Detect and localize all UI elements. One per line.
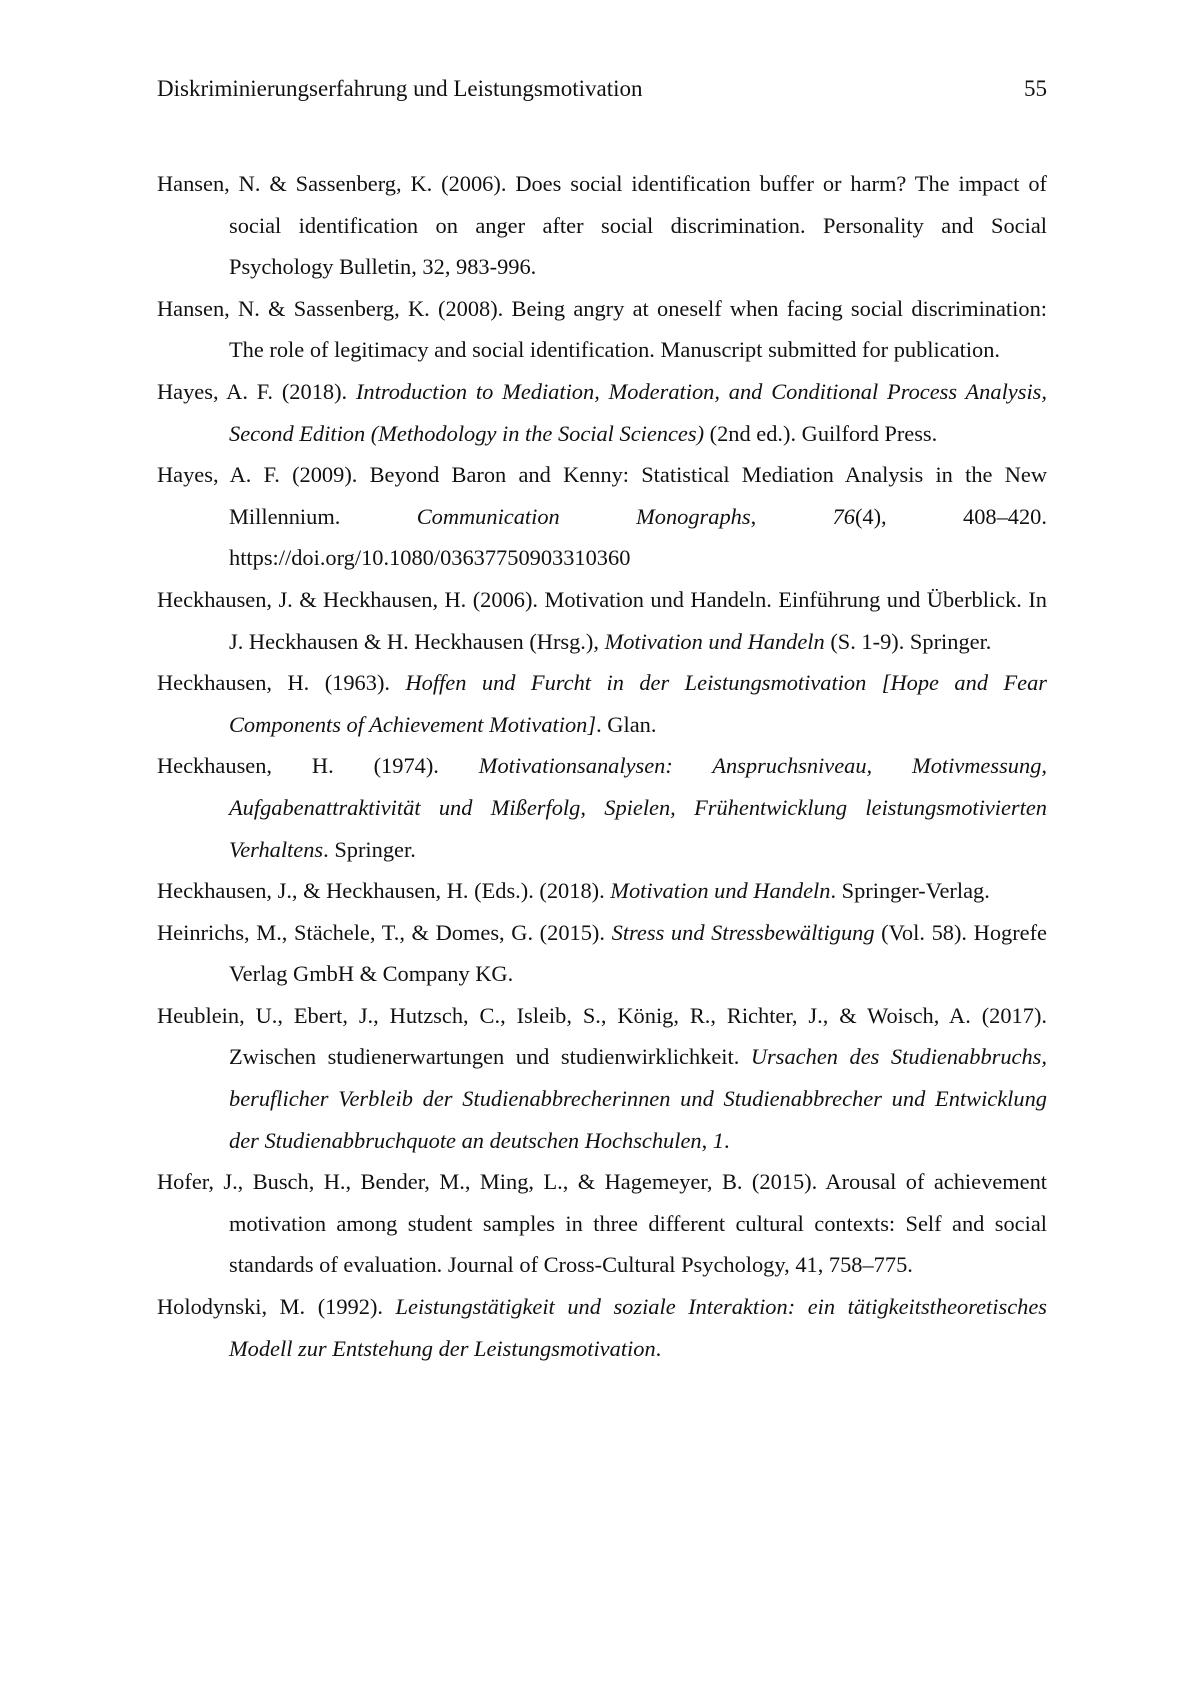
reference-text: Heublein, U., Ebert, J., Hutzsch, C., Isleib, S., König, R., Richter, J., & Woisch, A. (2017). Zwischen studienerwartungen und studienwirklichkeit. <box>157 1002 1047 1070</box>
reference-text: Hofer, J., Busch, H., Bender, M., Ming, L., & Hagemeyer, B. (2015). Arousal of achievement motivation among student samples in three different cultural contexts: Self and social standards of evaluation. Journal of Cross-Cultural Psychology, 41, 758–775. <box>157 1169 1047 1278</box>
reference-entry <box>157 1161 1047 1286</box>
reference-text: Heckhausen, H. (1963). <box>157 670 406 696</box>
reference-text: . <box>655 1335 662 1361</box>
reference-italic-text: Introduction to Mediation, Moderation, and Conditional Process Analysis, Second Edition (Methodology in the Social Sciences) <box>229 378 1047 446</box>
reference-text: Heckhausen, J. & Heckhausen, H. (2006). Motivation und Handeln. Einführung und Überblick. In J. Heckhausen & H. Heckhausen (Hrsg.), <box>157 586 1047 654</box>
running-header <box>157 72 1047 106</box>
reference-text: (S. 1-9). Springer. <box>824 628 992 654</box>
reference-entry <box>157 454 1047 579</box>
reference-text: Hayes, A. F. (2009). Beyond Baron and Kenny: Statistical Mediation Analysis in the New Millennium. <box>157 462 1047 529</box>
reference-text: Heinrichs, M., Stächele, T., & Domes, G. (2015). <box>157 919 612 945</box>
running-title: Diskriminierungserfahrung und Leistungsmotivation <box>157 76 643 101</box>
reference-text: Heckhausen, J., & Heckhausen, H. (Eds.). (2018). <box>157 878 611 904</box>
reference-italic-text: Hoffen und Furcht in der Leistungsmotivation [Hope and Fear Components of Achievement Motivation] <box>229 670 1047 737</box>
reference-italic-text: Communication Monographs <box>416 503 751 529</box>
reference-entry <box>157 745 1047 870</box>
reference-entry <box>157 579 1047 662</box>
reference-entry <box>157 163 1047 288</box>
reference-text: (4), 408–420. https://doi.org/10.1080/03637750903310360 <box>229 503 1047 571</box>
reference-text: Hansen, N. & Sassenberg, K. (2008). Being angry at oneself when facing social discrimination: The role of legitimacy and social identification. Manuscript submitted for publication. <box>157 295 1047 363</box>
reference-text: (2nd ed.). Guilford Press. <box>704 420 938 446</box>
reference-entry <box>157 662 1047 745</box>
reference-entry <box>157 995 1047 1161</box>
reference-italic-text: Ursachen des Studienabbruchs, beruflicher Verbleib der Studienabbrecherinnen und Studienabbrecher und Entwicklung der Studienabbruchquote an deutschen Hochschulen <box>229 1044 1047 1153</box>
reference-text: Hansen, N. & Sassenberg, K. (2006). Does social identification buffer or harm? The impact of social identification on anger after social discrimination. Personality and Social Psychology Bulletin, 32, 983-996. <box>157 171 1047 280</box>
reference-italic-text: 76 <box>832 503 855 529</box>
reference-italic-text: Motivation und Handeln <box>610 878 831 904</box>
reference-entry <box>157 1286 1047 1369</box>
reference-text: Hayes, A. F. (2018). <box>157 378 356 404</box>
reference-text: , <box>701 1127 713 1153</box>
reference-text: . Glan. <box>596 711 657 737</box>
reference-italic-text: 1 <box>712 1127 724 1153</box>
reference-entry <box>157 288 1047 371</box>
reference-text: Heckhausen, H. (1974). <box>157 753 479 779</box>
reference-text: (Vol. 58). Hogrefe Verlag GmbH & Company KG. <box>229 919 1047 987</box>
reference-text: . Springer. <box>323 836 416 862</box>
reference-italic-text: Motivationsanalysen: Anspruchsniveau, Motivmessung, Aufgabenattraktivität und Mißerfolg, Spielen, Frühentwicklung leistungsmotivierten Verhaltens <box>229 753 1047 862</box>
reference-text: . <box>724 1127 730 1153</box>
page-number: 55 <box>1024 76 1047 101</box>
reference-italic-text: Motivation und Handeln <box>604 628 825 654</box>
reference-italic-text: Leistungstätigkeit und soziale Interaktion: ein tätigkeitstheoretisches Modell zur Entstehung der Leistungsmotivation <box>229 1294 1047 1361</box>
reference-entry <box>157 371 1047 454</box>
reference-italic-text: Stress und Stressbewältigung <box>611 919 875 945</box>
reference-entry <box>157 870 1047 912</box>
reference-entry <box>157 912 1047 995</box>
reference-text: , <box>750 503 833 529</box>
reference-text: Holodynski, M. (1992). <box>157 1294 396 1320</box>
reference-text: . Springer-Verlag. <box>830 878 990 904</box>
reference-list <box>157 163 1047 1369</box>
